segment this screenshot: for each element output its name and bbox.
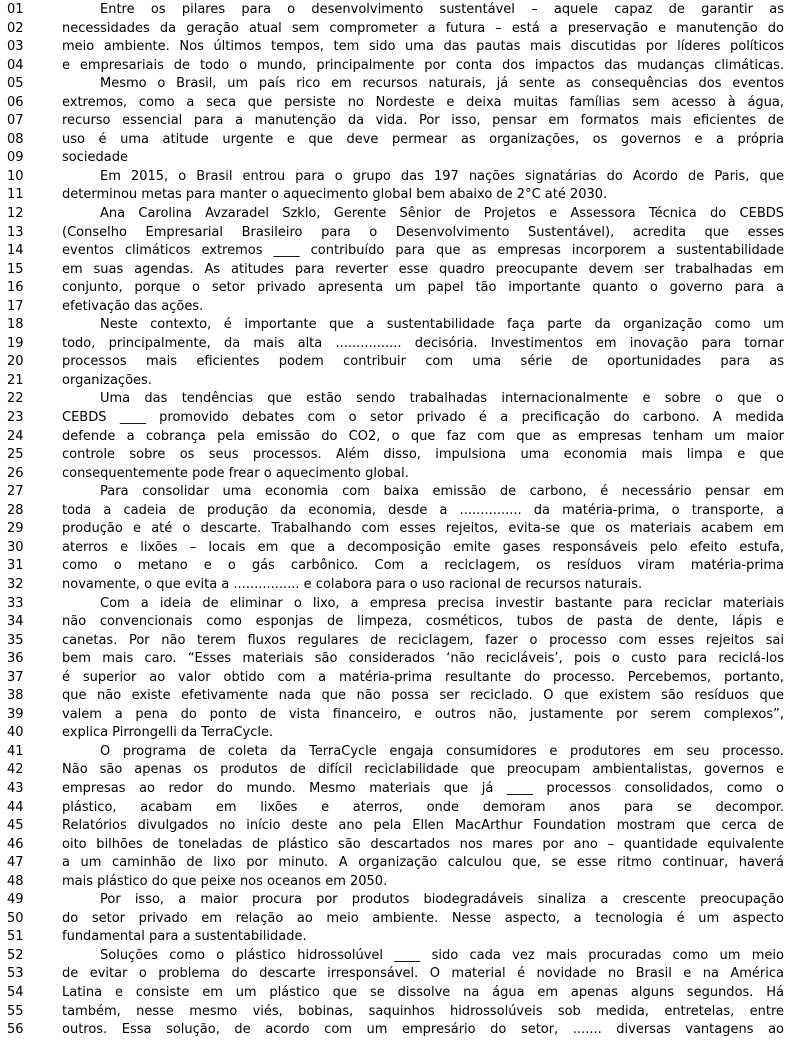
line-number: 37 xyxy=(7,669,24,685)
line-number: 30 xyxy=(7,539,24,555)
line-number: 40 xyxy=(7,725,24,741)
line-text: recurso essencial para a manutenção da vida. Por isso, pensar em formatos mais eficientes de xyxy=(62,113,784,129)
line-text: aterros e lixões – locais em que a decomposição emite gases responsáveis pelo efeito estufa, xyxy=(62,539,784,555)
line-number: 05 xyxy=(7,76,24,92)
line-text: bem mais caro. “Esses materiais são considerados ‘não recicláveis’, pois o custo para reciclá-los xyxy=(62,651,784,667)
text-line xyxy=(7,465,784,484)
line-number: 12 xyxy=(7,206,24,222)
line-text: é superior ao valor obtido com a matéria-prima resultante do processo. Percebemos, portanto, xyxy=(62,669,784,685)
line-number: 29 xyxy=(7,521,24,537)
line-number: 52 xyxy=(7,947,24,963)
line-text: extremos, como a seca que persiste no Nordeste e deixa muitas famílias sem acesso à água, xyxy=(62,94,784,110)
text-line xyxy=(7,94,784,113)
text-line xyxy=(7,353,784,372)
text-line xyxy=(7,1003,784,1022)
line-text: CEBDS ____ promovido debates com o setor privado é a precificação do carbono. A medida xyxy=(62,410,784,426)
line-text: Latina e consiste em um plástico que se dissolve na água em apenas alguns segundos. Há xyxy=(62,984,784,1000)
line-number: 48 xyxy=(7,873,24,889)
line-number: 11 xyxy=(7,187,24,203)
text-line xyxy=(7,1021,784,1040)
line-number: 15 xyxy=(7,261,24,277)
line-number: 09 xyxy=(7,150,24,166)
line-number: 16 xyxy=(7,280,24,296)
line-text: mais plástico do que peixe nos oceanos em 2050. xyxy=(62,873,388,889)
text-line xyxy=(7,205,784,224)
line-text: processos mais eficientes podem contribuir com uma série de oportunidades para as xyxy=(62,354,784,370)
line-text: em suas agendas. As atitudes para reverter esse quadro preocupante devem ser trabalhadas em xyxy=(62,261,784,277)
text-line xyxy=(7,502,784,521)
line-number: 08 xyxy=(7,131,24,147)
line-text: fundamental para a sustentabilidade. xyxy=(62,929,307,945)
line-number: 20 xyxy=(7,354,24,370)
text-line xyxy=(7,1,784,20)
line-text: não convencionais como esponjas de limpeza, cosméticos, tubos de pasta de dente, lápis e xyxy=(62,614,784,630)
line-text: eventos climáticos extremos ____ contribuído para que as empresas incorporem a sustentabilidade xyxy=(62,243,784,259)
line-text: Mesmo o Brasil, um país rico em recursos naturais, já sente as consequências dos eventos xyxy=(100,76,784,92)
text-line xyxy=(7,687,784,706)
line-number: 23 xyxy=(7,410,24,426)
line-number: 36 xyxy=(7,651,24,667)
line-text: outros. Essa solução, de acordo com um empresário do setor, ....... diversas vantagens ao xyxy=(62,1022,784,1038)
line-text: Neste contexto, é importante que a sustentabilidade faça parte da organização como um xyxy=(100,317,784,333)
line-number: 34 xyxy=(7,614,24,630)
line-number: 13 xyxy=(7,224,24,240)
line-number: 01 xyxy=(7,2,24,17)
line-number: 55 xyxy=(7,1003,24,1019)
text-line xyxy=(7,224,784,243)
text-line xyxy=(7,799,784,818)
text-line xyxy=(7,724,784,743)
line-number: 33 xyxy=(7,595,24,611)
text-line xyxy=(7,669,784,688)
text-line xyxy=(7,984,784,1003)
line-number: 14 xyxy=(7,243,24,259)
text-line xyxy=(7,632,784,651)
line-text: Para consolidar uma economia com baixa emissão de carbono, é necessário pensar em xyxy=(100,484,784,500)
text-line xyxy=(7,483,784,502)
line-text: necessidades da geração atual sem comprometer a futura – está a preservação e manutenção do xyxy=(62,20,784,36)
text-line xyxy=(7,780,784,799)
line-text: efetivação das ações. xyxy=(62,298,204,314)
text-line xyxy=(7,298,784,317)
line-text: consequentemente pode frear o aquecimento global. xyxy=(62,465,409,481)
line-number: 49 xyxy=(7,892,24,908)
text-line xyxy=(7,817,784,836)
line-text: do setor privado em relação ao meio ambiente. Nesse aspecto, a tecnologia é um aspecto xyxy=(62,910,784,926)
line-number: 42 xyxy=(7,762,24,778)
text-line xyxy=(7,428,784,447)
line-text: Em 2015, o Brasil entrou para o grupo das 197 nações signatárias do Acordo de Paris, que xyxy=(100,168,784,184)
line-number: 06 xyxy=(7,94,24,110)
text-line xyxy=(7,149,784,168)
line-number: 27 xyxy=(7,484,24,500)
line-text: determinou metas para manter o aquecimento global bem abaixo de 2°C até 2030. xyxy=(62,187,608,203)
text-line xyxy=(7,279,784,298)
line-text: a um caminhão de lixo por minuto. A organização calculou que, se esse ritmo continuar, haverá xyxy=(62,855,784,871)
line-number: 28 xyxy=(7,502,24,518)
line-text: como o metano e o gás carbônico. Com a reciclagem, os resíduos viram matéria-prima xyxy=(62,558,784,574)
line-number: 04 xyxy=(7,57,24,73)
line-text: controle sobre os seus processos. Além disso, impulsiona uma economia mais limpa e que xyxy=(62,447,784,463)
text-line xyxy=(7,576,784,595)
line-text: sociedade xyxy=(62,150,128,166)
text-line xyxy=(7,316,784,335)
line-number: 50 xyxy=(7,910,24,926)
text-line xyxy=(7,836,784,855)
line-text: de evitar o problema do descarte irresponsável. O material é novidade no Brasil e na América xyxy=(62,966,784,982)
line-text: (Conselho Empresarial Brasileiro para o Desenvolvimento Sustentável), acredita que esses xyxy=(62,224,784,240)
text-line xyxy=(7,131,784,150)
line-text: canetas. Por não terem fluxos regulares de reciclagem, fazer o processo com esses rejeitos sai xyxy=(62,632,784,648)
line-number: 19 xyxy=(7,335,24,351)
line-text: Com a ideia de eliminar o lixo, a empresa precisa investir bastante para reciclar materiais xyxy=(100,595,784,611)
line-number: 45 xyxy=(7,818,24,834)
text-line xyxy=(7,390,784,409)
line-number: 18 xyxy=(7,317,24,333)
text-line xyxy=(7,335,784,354)
text-line xyxy=(7,409,784,428)
line-text: Relatórios divulgados no início deste ano pela Ellen MacArthur Foundation mostram que cerca de xyxy=(62,818,784,834)
line-number: 46 xyxy=(7,836,24,852)
text-line xyxy=(7,539,784,558)
line-number: 26 xyxy=(7,465,24,481)
line-number: 24 xyxy=(7,428,24,444)
text-line xyxy=(7,20,784,39)
text-line xyxy=(7,112,784,131)
line-text: também, nesse mesmo viés, bobinas, saquinhos hidrossolúveis sob medida, entretelas, entre xyxy=(62,1003,784,1019)
line-text: meio ambiente. Nos últimos tempos, tem sido uma das pautas mais discutidas por líderes políticos xyxy=(62,39,784,55)
line-number: 17 xyxy=(7,298,24,314)
line-number: 03 xyxy=(7,39,24,55)
line-number: 02 xyxy=(7,20,24,36)
line-text: Não são apenas os produtos de difícil reciclabilidade que preocupam ambientalistas, governos e xyxy=(62,762,784,778)
line-number: 54 xyxy=(7,984,24,1000)
text-line xyxy=(7,761,784,780)
text-line xyxy=(7,186,784,205)
line-number: 35 xyxy=(7,632,24,648)
line-text: novamente, o que evita a ................ e colabora para o uso racional de recursos naturais. xyxy=(62,576,643,592)
text-line xyxy=(7,520,784,539)
line-text: O programa de coleta da TerraCycle engaja consumidores e produtores em seu processo. xyxy=(100,743,784,759)
line-text: Soluções como o plástico hidrossolúvel ____ sido cada vez mais procuradas como um meio xyxy=(100,947,784,963)
text-line xyxy=(7,854,784,873)
line-number: 25 xyxy=(7,447,24,463)
line-text: defende a cobrança pela emissão do CO2, o que faz com que as empresas tenham um maior xyxy=(62,428,784,444)
text-line xyxy=(7,372,784,391)
line-text: toda a cadeia de produção da economia, desde a ............... da matéria-prima, o transporte, a xyxy=(62,502,784,518)
line-text: empresas ao redor do mundo. Mesmo materiais que já ____ processos consolidados, como o xyxy=(62,780,784,796)
text-line xyxy=(7,595,784,614)
text-line xyxy=(7,168,784,187)
line-text: Por isso, a maior procura por produtos biodegradáveis sinaliza a crescente preocupação xyxy=(100,892,784,908)
text-line xyxy=(7,891,784,910)
line-number: 21 xyxy=(7,372,24,388)
text-line xyxy=(7,743,784,762)
line-number: 53 xyxy=(7,966,24,982)
text-line xyxy=(7,965,784,984)
line-number: 47 xyxy=(7,855,24,871)
line-number: 38 xyxy=(7,688,24,704)
text-line xyxy=(7,706,784,725)
line-text: Uma das tendências que estão sendo trabalhadas internacionalmente e sobre o que o xyxy=(100,391,784,407)
line-number: 22 xyxy=(7,391,24,407)
text-line xyxy=(7,650,784,669)
line-text: todo, principalmente, da mais alta ................ decisória. Investimentos em inovação para tornar xyxy=(62,335,784,351)
text-line xyxy=(7,57,784,76)
text-line xyxy=(7,557,784,576)
text-line xyxy=(7,947,784,966)
line-number: 56 xyxy=(7,1022,24,1038)
text-line xyxy=(7,75,784,94)
line-number: 44 xyxy=(7,799,24,815)
line-number: 51 xyxy=(7,929,24,945)
text-line xyxy=(7,910,784,929)
text-line xyxy=(7,242,784,261)
line-text: organizações. xyxy=(62,372,152,388)
text-line xyxy=(7,446,784,465)
text-line xyxy=(7,613,784,632)
line-text: Ana Carolina Avzaradel Szklo, Gerente Sênior de Projetos e Assessora Técnica do CEBDS xyxy=(100,206,784,222)
line-number: 10 xyxy=(7,168,24,184)
line-number: 41 xyxy=(7,743,24,759)
line-text: valem a pena do ponto de vista financeiro, e outros não, justamente por serem complexos”, xyxy=(62,706,784,722)
line-text: e empresariais de todo o mundo, principalmente por conta dos impactos das mudanças climáticas. xyxy=(62,57,784,73)
line-number: 07 xyxy=(7,113,24,129)
text-line xyxy=(7,261,784,280)
line-text: uso é uma atitude urgente e que deve permear as organizações, os governos e a própria xyxy=(62,131,784,147)
line-text: plástico, acabam em lixões e aterros, onde demoram anos para se decompor. xyxy=(62,799,784,815)
line-text: Entre os pilares para o desenvolvimento sustentável – aquele capaz de garantir as xyxy=(100,2,784,17)
text-line xyxy=(7,928,784,947)
line-number: 31 xyxy=(7,558,24,574)
line-number: 43 xyxy=(7,780,24,796)
line-number: 32 xyxy=(7,576,24,592)
text-line xyxy=(7,873,784,892)
line-text: conjunto, porque o setor privado apresenta um papel tão importante quanto o governo para a xyxy=(62,280,784,296)
line-number: 39 xyxy=(7,706,24,722)
line-text: que não existe efetivamente nada que não possa ser reciclado. O que existem são resíduos que xyxy=(62,688,784,704)
text-line xyxy=(7,38,784,57)
line-text: explica Pirrongelli da TerraCycle. xyxy=(62,725,274,741)
line-text: oito bilhões de toneladas de plástico são descartados nos mares por ano – quantidade equivalente xyxy=(62,836,784,852)
line-text: produção e até o descarte. Trabalhando com esses rejeitos, evita-se que os materiais acabem em xyxy=(62,521,784,537)
